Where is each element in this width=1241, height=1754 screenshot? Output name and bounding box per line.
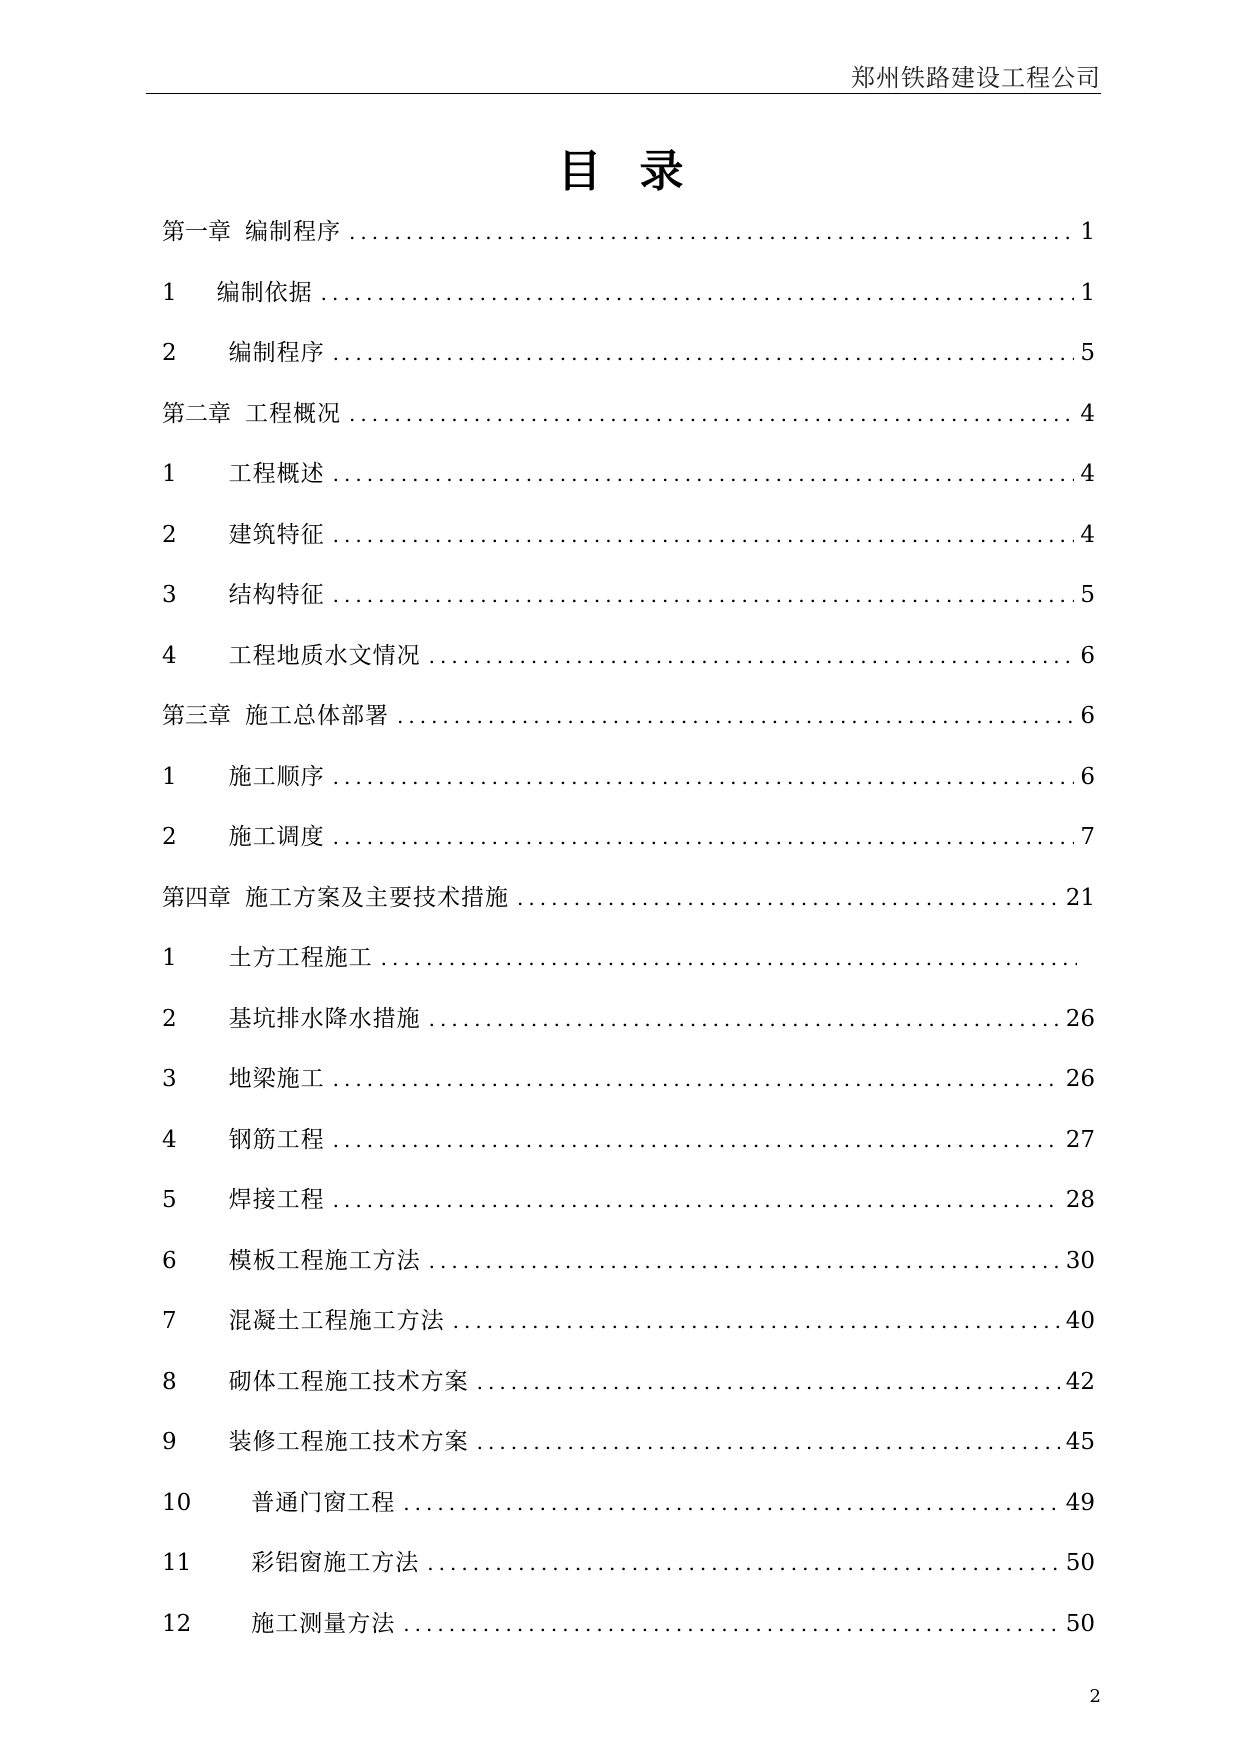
- toc-entry[interactable]: [162, 334, 1095, 395]
- toc-dot-leader: [321, 281, 1075, 305]
- toc-entry-title: 砌体工程施工技术方案: [228, 1368, 469, 1395]
- toc-entry-number: 2: [162, 521, 177, 548]
- toc-entry-title: 结构特征: [228, 582, 325, 608]
- toc-entry[interactable]: [162, 1000, 1095, 1061]
- toc-dot-leader: [333, 341, 1075, 365]
- toc-entry[interactable]: [162, 1060, 1095, 1121]
- toc-entry[interactable]: [162, 1302, 1095, 1363]
- toc-entry-title: 土方工程施工: [228, 945, 373, 971]
- toc-dot-leader: [477, 1370, 1060, 1394]
- toc-dot-leader: [517, 886, 1060, 910]
- toc-entry-title: 混凝土工程施工方法: [228, 1308, 445, 1334]
- toc-entry[interactable]: [162, 637, 1095, 698]
- toc-dot-leader: [333, 583, 1075, 607]
- toc-entry-title: 钢筋工程: [228, 1126, 325, 1153]
- toc-entry-page: 6: [1080, 763, 1095, 790]
- toc-entry-page: 4: [1080, 521, 1095, 548]
- toc-entry-number: 9: [162, 1429, 177, 1455]
- toc-entry[interactable]: [162, 516, 1095, 577]
- toc-entry-number: 1: [162, 763, 177, 790]
- toc-entry-title: 工程概述: [228, 461, 325, 487]
- toc-entry[interactable]: [162, 455, 1095, 516]
- toc-entry-title: 编制依据: [216, 279, 313, 306]
- toc-entry-page: 4: [1080, 400, 1095, 427]
- toc-dot-leader: [349, 220, 1074, 244]
- toc-entry-number: 第四章: [162, 884, 231, 911]
- toc-entry-title: 施工调度: [228, 824, 325, 850]
- header-divider: [146, 93, 1101, 94]
- toc-entry-page: 26: [1065, 1005, 1095, 1032]
- toc-entry[interactable]: [162, 274, 1095, 335]
- toc-entry-title: 编制程序: [228, 340, 325, 366]
- toc-dot-leader: [381, 946, 1077, 970]
- toc-dot-leader: [429, 1249, 1060, 1273]
- toc-entry-number: 第一章: [162, 219, 231, 245]
- toc-entry-title: 装修工程施工技术方案: [228, 1429, 469, 1455]
- toc-entry-number: 12: [162, 1610, 192, 1637]
- toc-entry-page: 28: [1065, 1187, 1095, 1213]
- toc-dot-leader: [333, 523, 1075, 547]
- toc-entry[interactable]: [162, 1605, 1095, 1666]
- toc-dot-leader: [397, 704, 1074, 728]
- toc-entry-number: 8: [162, 1368, 177, 1395]
- toc-entry[interactable]: [162, 576, 1095, 637]
- toc-entry-title: 基坑排水降水措施: [228, 1005, 421, 1032]
- toc-dot-leader: [477, 1430, 1060, 1454]
- toc-entry[interactable]: [162, 1544, 1095, 1605]
- toc-dot-leader: [403, 1491, 1059, 1515]
- table-of-contents: [162, 213, 1095, 1665]
- toc-dot-leader: [429, 644, 1075, 668]
- toc-dot-leader: [333, 462, 1075, 486]
- toc-entry-page: 50: [1065, 1550, 1095, 1576]
- toc-entry-page: 5: [1080, 582, 1095, 608]
- toc-entry-title: 模板工程施工方法: [228, 1247, 421, 1274]
- toc-entry[interactable]: [162, 395, 1095, 456]
- toc-dot-leader: [333, 1067, 1060, 1091]
- toc-entry-title: 普通门窗工程: [251, 1489, 396, 1516]
- toc-entry-page: 30: [1065, 1247, 1095, 1274]
- toc-entry-number: 6: [162, 1247, 177, 1274]
- toc-entry-title: 建筑特征: [228, 521, 325, 548]
- toc-dot-leader: [453, 1309, 1060, 1333]
- toc-entry-title: 工程地质水文情况: [228, 642, 421, 669]
- page-title: 目录: [557, 146, 722, 197]
- toc-entry-number: 第二章: [162, 400, 231, 427]
- toc-entry[interactable]: [162, 1363, 1095, 1424]
- toc-entry-number: 2: [162, 1005, 177, 1032]
- toc-entry-page: 49: [1065, 1489, 1095, 1516]
- page-number: 2: [1089, 1686, 1101, 1707]
- toc-entry-title: 焊接工程: [228, 1187, 325, 1213]
- toc-dot-leader: [427, 1551, 1059, 1575]
- toc-entry-number: 11: [162, 1550, 192, 1576]
- toc-entry-page: 7: [1080, 824, 1095, 850]
- toc-entry-title: 彩铝窗施工方法: [251, 1550, 420, 1576]
- toc-entry[interactable]: [162, 1121, 1095, 1182]
- toc-entry-title: 工程概况: [245, 400, 341, 427]
- toc-entry-title: 编制程序: [245, 219, 341, 245]
- toc-entry-number: 2: [162, 824, 177, 850]
- toc-entry[interactable]: [162, 697, 1095, 758]
- toc-entry-page: 27: [1065, 1126, 1095, 1153]
- toc-dot-leader: [333, 1188, 1060, 1212]
- toc-dot-leader: [333, 765, 1075, 789]
- toc-entry[interactable]: [162, 939, 1095, 1000]
- toc-entry[interactable]: [162, 213, 1095, 274]
- toc-entry-number: 第三章: [162, 703, 231, 729]
- toc-entry-page: 4: [1080, 461, 1095, 487]
- toc-entry[interactable]: [162, 758, 1095, 819]
- toc-entry-title: 施工总体部署: [245, 703, 389, 729]
- toc-entry-title: 施工测量方法: [251, 1610, 396, 1637]
- toc-entry-page: 45: [1065, 1429, 1095, 1455]
- toc-entry-number: 3: [162, 1066, 177, 1092]
- toc-entry-number: 2: [162, 340, 177, 366]
- toc-entry-number: 1: [162, 945, 177, 971]
- toc-entry[interactable]: [162, 1181, 1095, 1242]
- toc-entry-page: 6: [1080, 703, 1095, 729]
- toc-entry[interactable]: [162, 1242, 1095, 1303]
- toc-entry-title: 施工方案及主要技术措施: [245, 884, 509, 911]
- header-company-name: 郑州铁路建设工程公司: [851, 64, 1101, 92]
- toc-entry-number: 4: [162, 1126, 177, 1153]
- toc-entry-page: 1: [1080, 279, 1095, 306]
- toc-entry-page: 40: [1065, 1308, 1095, 1334]
- toc-entry-page: 26: [1065, 1066, 1095, 1092]
- toc-entry-number: 7: [162, 1308, 177, 1334]
- toc-entry-title: 地梁施工: [228, 1066, 325, 1092]
- toc-entry[interactable]: [162, 1423, 1095, 1484]
- toc-entry[interactable]: [162, 1484, 1095, 1545]
- toc-entry-page: 5: [1080, 340, 1095, 366]
- toc-dot-leader: [333, 825, 1075, 849]
- toc-entry-number: 5: [162, 1187, 177, 1213]
- toc-dot-leader: [429, 1007, 1060, 1031]
- toc-entry-number: 10: [162, 1489, 192, 1516]
- toc-entry-number: 1: [162, 279, 177, 306]
- toc-entry-page: 6: [1080, 642, 1095, 669]
- toc-dot-leader: [403, 1612, 1059, 1636]
- toc-entry-number: 3: [162, 582, 177, 608]
- toc-entry-number: 1: [162, 461, 177, 487]
- toc-entry-page: 21: [1065, 884, 1095, 911]
- toc-entry-page: 50: [1065, 1610, 1095, 1637]
- toc-entry-page: 1: [1080, 219, 1095, 245]
- toc-entry-title: 施工顺序: [228, 763, 325, 790]
- toc-entry-page: 42: [1065, 1368, 1095, 1395]
- toc-entry[interactable]: [162, 818, 1095, 879]
- toc-dot-leader: [349, 402, 1074, 426]
- toc-dot-leader: [333, 1128, 1060, 1152]
- toc-entry-number: 4: [162, 642, 177, 669]
- toc-entry[interactable]: [162, 879, 1095, 940]
